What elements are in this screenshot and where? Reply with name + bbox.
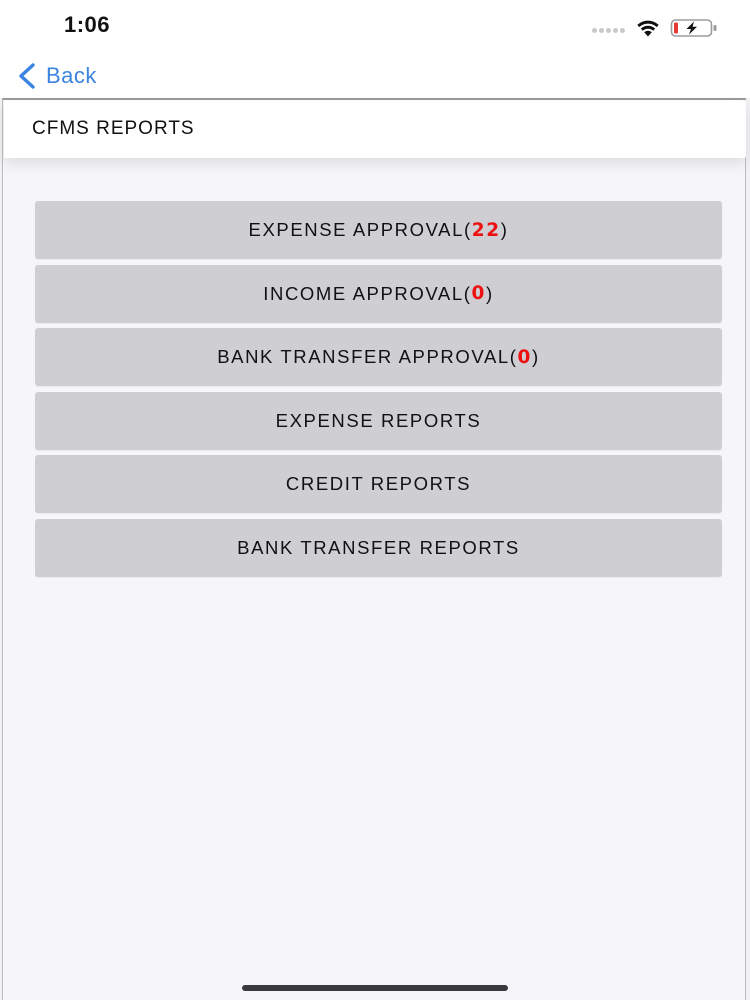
count-badge: 22 (471, 219, 501, 241)
chevron-left-icon (16, 62, 38, 90)
signal-dots-icon (592, 28, 626, 34)
wifi-icon (634, 18, 662, 38)
menu-item-label: EXPENSE APPROVAL( (248, 219, 472, 240)
menu-item-label: EXPENSE REPORTS (275, 409, 482, 431)
expense-approval-button[interactable] (35, 201, 722, 259)
back-label: Back (46, 63, 97, 88)
battery-charging-icon (670, 18, 720, 38)
expense-reports-button[interactable] (35, 392, 722, 450)
navigation-bar (0, 54, 750, 98)
menu-item-label: BANK TRANSFER REPORTS (237, 536, 520, 558)
menu-item-label: INCOME APPROVAL( (263, 282, 472, 304)
back-button[interactable] (16, 58, 97, 94)
credit-reports-button[interactable] (35, 455, 722, 513)
bank-transfer-approval-button[interactable] (35, 328, 722, 386)
income-approval-button[interactable] (35, 265, 722, 323)
menu-item-suffix: ) (532, 346, 540, 368)
menu-item-label: CREDIT REPORTS (285, 473, 472, 495)
home-indicator[interactable] (242, 985, 508, 991)
page-title: CFMS REPORTS (32, 118, 195, 139)
status-time: 1:06 (64, 12, 111, 37)
status-bar (0, 0, 750, 54)
bank-transfer-reports-button[interactable] (35, 519, 722, 577)
menu-item-suffix: ) (500, 219, 509, 240)
count-badge: 0 (471, 283, 486, 305)
menu-item-suffix: ) (485, 282, 494, 304)
page-header (4, 100, 746, 158)
count-badge: 0 (517, 346, 533, 368)
menu-list (35, 201, 722, 583)
menu-item-label: BANK TRANSFER APPROVAL( (217, 346, 518, 368)
